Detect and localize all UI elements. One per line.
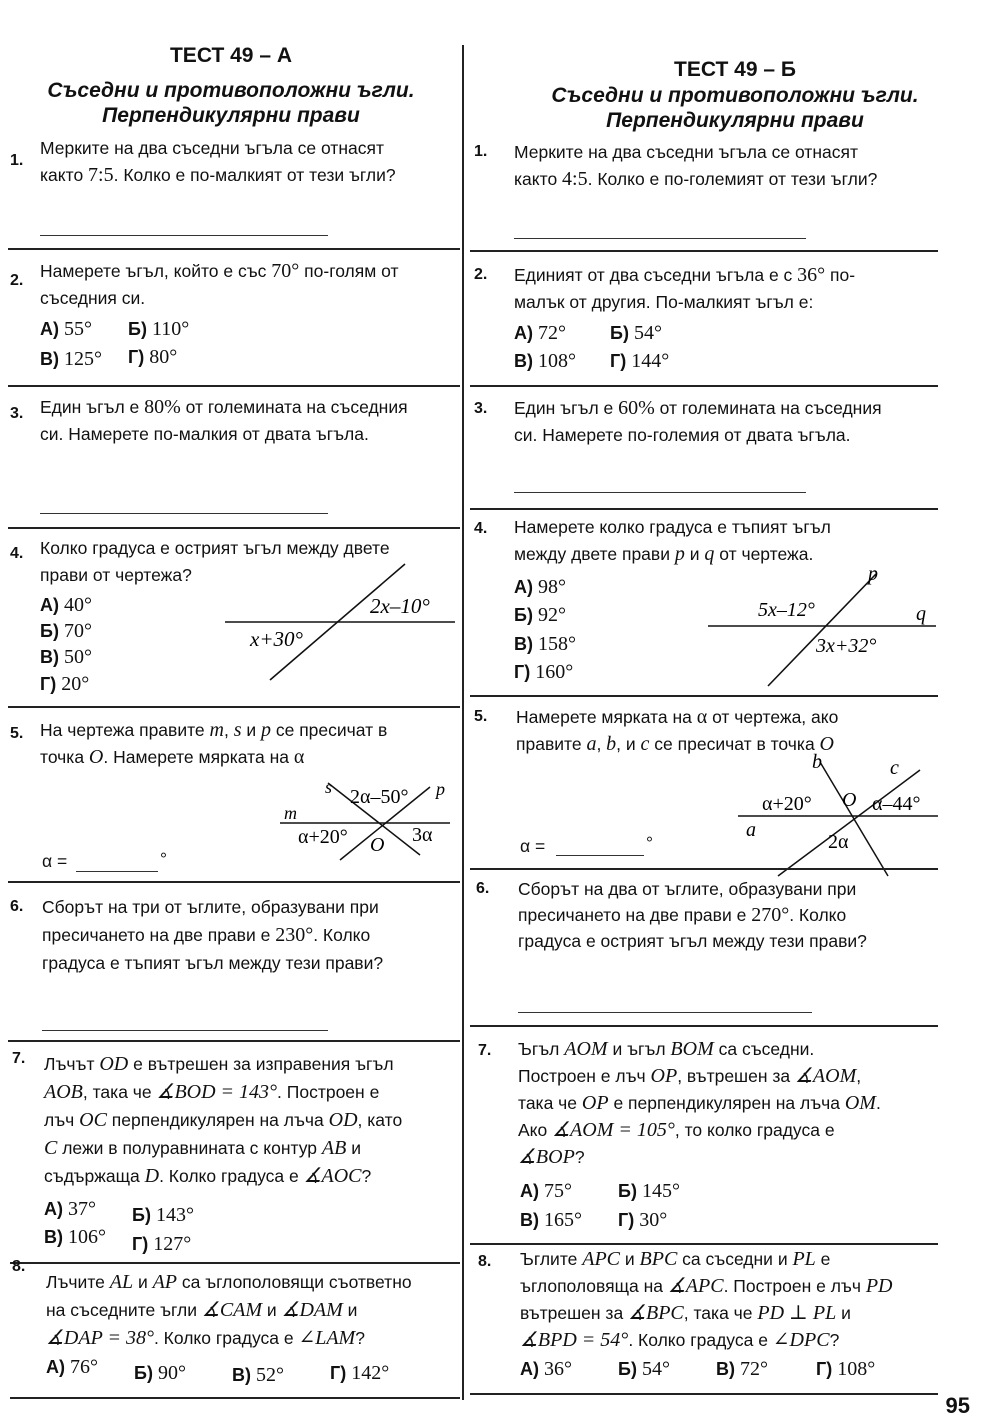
option-b[interactable]: Б) 70°	[40, 620, 92, 642]
label-o: O	[370, 834, 385, 856]
option-d[interactable]: Г) 144°	[610, 350, 670, 372]
option-a[interactable]: А) 98°	[514, 576, 567, 598]
option-a[interactable]: А) 75°	[520, 1180, 573, 1202]
label-a: a	[746, 819, 756, 841]
option-b[interactable]: Б) 145°	[618, 1180, 680, 1202]
option-c[interactable]: В) 125°	[40, 348, 103, 370]
divider	[470, 508, 938, 510]
question-text: Намерете ъгъл, който е със 70° по-голям от	[40, 260, 399, 282]
question-text: точка O. Намерете мярката на α	[40, 746, 305, 768]
label-c: c	[890, 757, 899, 779]
angle-label: 2α–50°	[350, 786, 409, 808]
question-number: 6.	[10, 898, 24, 915]
option-c[interactable]: В) 158°	[514, 633, 577, 655]
question-number: 8.	[478, 1253, 492, 1270]
test-a-subtitle-line2: Перпендикулярни прави	[102, 104, 360, 127]
question-b6	[518, 876, 988, 954]
option-b[interactable]: Б) 110°	[128, 318, 190, 340]
divider	[8, 248, 460, 250]
answer-label: α =	[42, 851, 68, 871]
question-text: На чертежа правите m, s и p се пресичат в	[40, 719, 388, 741]
question-number: 3.	[474, 400, 488, 417]
angle-figure-b4	[708, 560, 940, 690]
test-b-subtitle-line1: Съседни и противоположни ъгли.	[551, 84, 919, 107]
option-d[interactable]: Г) 80°	[128, 346, 178, 368]
test-b-subtitle-line2: Перпендикулярни прави	[606, 109, 864, 132]
question-number: 4.	[10, 545, 24, 562]
angle-figure-b5	[738, 752, 942, 880]
degree-sign: °	[646, 833, 653, 853]
question-text: както 7:5. Колко е по-малкият от тези ъгли?	[40, 164, 396, 186]
question-a3	[40, 394, 460, 448]
answer-line[interactable]	[76, 871, 158, 872]
question-text: Построен е лъч OP, вътрешен за ∡AOM,	[518, 1065, 862, 1087]
question-number: 7.	[478, 1042, 492, 1059]
question-number: 5.	[474, 708, 488, 725]
question-text: ∡DAP = 38°. Колко градуса е ∠LAM?	[46, 1327, 365, 1349]
option-a[interactable]: А) 40°	[40, 594, 93, 616]
question-text: Мерките на два съседни ъгъла се отнасят	[514, 142, 858, 162]
line-c	[778, 770, 920, 876]
angle-figure-a4	[225, 560, 460, 685]
question-text: така че OP е перпендикулярен на лъча OM.	[518, 1092, 881, 1114]
angle-label: α+20°	[298, 826, 348, 848]
question-text: Сборът на три от ъглите, образувани при	[42, 897, 379, 917]
option-c[interactable]: В) 108°	[514, 350, 577, 372]
question-text: както 4:5. Колко е по-големият от тези ъгли?	[514, 168, 878, 190]
angle-figure-a5	[280, 775, 460, 865]
question-text: пресичането на две прави е 270°. Колко	[518, 904, 847, 926]
answer-alpha	[520, 833, 545, 860]
divider	[8, 706, 460, 708]
question-b5	[516, 704, 986, 758]
line-p	[768, 574, 876, 686]
question-text: градуса е тъпият ъгъл между тези прави?	[42, 953, 384, 973]
question-text: вътрешен за ∡BPC, така че PD ⊥ PL и	[520, 1302, 851, 1324]
option-d[interactable]: Г) 142°	[330, 1362, 390, 1384]
label-p: p	[868, 563, 878, 585]
question-text: лъч OC перпендикулярен на лъча OD, като	[44, 1109, 403, 1131]
option-a[interactable]: А) 72°	[514, 322, 567, 344]
question-text: Ъгъл AOM и ъгъл BOM са съседни.	[518, 1038, 815, 1060]
question-text: ∡BPD = 54°. Колко градуса е ∠DPC?	[520, 1329, 840, 1351]
label-q: q	[916, 603, 926, 625]
option-b[interactable]: Б) 54°	[618, 1358, 670, 1380]
answer-line[interactable]	[42, 1030, 328, 1031]
angle-label: α+20°	[762, 793, 812, 815]
question-text: ∡BOP?	[518, 1146, 585, 1168]
question-a7	[44, 1050, 460, 1190]
option-b[interactable]: Б) 143°	[132, 1204, 194, 1226]
angle-label: 3α	[412, 824, 433, 846]
angle-label: 3x+32°	[816, 635, 877, 657]
question-a1	[40, 135, 460, 189]
question-number: 4.	[474, 520, 488, 537]
option-d[interactable]: Г) 20°	[40, 673, 90, 695]
option-c[interactable]: В) 165°	[520, 1209, 583, 1231]
option-b[interactable]: Б) 90°	[134, 1362, 186, 1384]
question-number: 5.	[10, 725, 24, 742]
answer-line[interactable]	[40, 235, 328, 236]
divider	[8, 881, 460, 883]
question-text: Намерете мярката на α от чертежа, ако	[516, 706, 839, 728]
question-text: градуса е острият ъгъл между тези прави?	[518, 931, 867, 951]
divider	[470, 1025, 938, 1027]
question-text: Лъчите AL и AP са ъглополовящи съответно	[46, 1271, 412, 1293]
question-number: 7.	[12, 1050, 26, 1067]
question-number: 8.	[12, 1258, 26, 1275]
question-text: Лъчът OD е вътрешен за изправения ъгъл	[44, 1053, 394, 1075]
question-text: на съседните ъгли ∡CAM и ∡DAM и	[46, 1299, 358, 1321]
option-b[interactable]: Б) 92°	[514, 604, 566, 626]
test-b-title: ТЕСТ 49 – Б	[674, 58, 796, 81]
question-text: Намерете колко градуса е тъпият ъгъл	[514, 517, 831, 537]
option-d[interactable]: Г) 108°	[816, 1358, 876, 1380]
question-text: си. Намерете по-малкия от двата ъгъла.	[40, 424, 369, 444]
column-divider	[462, 45, 464, 1400]
question-text: малък от другия. По-малкият ъгъл е:	[514, 292, 814, 312]
question-number: 1.	[10, 152, 24, 169]
question-number: 6.	[476, 880, 490, 897]
answer-alpha	[42, 848, 67, 875]
test-a-title: ТЕСТ 49 – А	[169, 44, 292, 67]
question-b2	[514, 262, 984, 316]
question-a6	[42, 893, 460, 977]
question-text: пресичането на две прави е 230°. Колко	[42, 924, 371, 946]
question-b8	[520, 1246, 942, 1354]
option-d[interactable]: Г) 127°	[132, 1233, 192, 1255]
divider	[470, 385, 938, 387]
answer-line[interactable]	[518, 1012, 812, 1013]
answer-line[interactable]	[556, 855, 644, 856]
degree-sign: °	[160, 849, 167, 869]
divider	[470, 1243, 938, 1245]
question-text: Сборът на два от ъглите, образувани при	[518, 879, 857, 899]
question-b3	[514, 395, 984, 449]
question-number: 1.	[474, 143, 488, 160]
question-text: Колко градуса е острият ъгъл между двете	[40, 538, 390, 558]
option-c[interactable]: В) 50°	[40, 646, 93, 668]
question-text: правите a, b, и c се пресичат в точка O	[516, 733, 834, 755]
angle-label: x+30°	[250, 627, 303, 651]
option-d[interactable]: Г) 30°	[618, 1209, 668, 1231]
answer-line[interactable]	[514, 238, 806, 239]
question-text: прави от чертежа?	[40, 565, 192, 585]
divider	[10, 1397, 460, 1399]
option-c[interactable]: В) 106°	[44, 1226, 107, 1248]
question-number: 2.	[10, 272, 24, 289]
question-text: между двете прави p и q от чертежа.	[514, 543, 814, 565]
option-b[interactable]: Б) 54°	[610, 322, 662, 344]
divider	[470, 1393, 938, 1395]
angle-label: 2α	[828, 831, 849, 853]
label-s: s	[325, 777, 333, 797]
divider	[10, 1262, 460, 1264]
question-text: ъглополовяща на ∡APC. Построен е лъч PD	[520, 1275, 893, 1297]
question-text: съседния си.	[40, 288, 146, 308]
option-c[interactable]: В) 72°	[716, 1358, 769, 1380]
option-a[interactable]: А) 36°	[520, 1358, 573, 1380]
option-c[interactable]: В) 52°	[232, 1364, 285, 1386]
question-text: Ъглите APC и BPC са съседни и PL е	[520, 1248, 831, 1270]
divider	[8, 385, 460, 387]
question-text: Мерките на два съседни ъгъла се отнасят	[40, 138, 384, 158]
question-a2	[40, 258, 460, 312]
answer-label: α =	[520, 836, 546, 856]
question-text: си. Намерете по-големия от двата ъгъла.	[514, 425, 851, 445]
option-d[interactable]: Г) 160°	[514, 661, 574, 683]
divider	[470, 695, 938, 697]
label-m: m	[284, 803, 297, 823]
divider	[470, 250, 938, 252]
divider	[8, 1040, 460, 1042]
answer-line[interactable]	[40, 513, 328, 514]
question-a5	[40, 717, 460, 771]
question-number: 2.	[474, 266, 488, 283]
question-text: Единият от два съседни ъгъла е с 36° по-	[514, 264, 856, 286]
option-a[interactable]: А) 55°	[40, 318, 93, 340]
question-number: 3.	[10, 405, 24, 422]
divider	[470, 868, 938, 870]
question-text: Един ъгъл е 60% от големината на съседния	[514, 397, 882, 419]
option-a[interactable]: А) 76°	[46, 1356, 99, 1378]
page-number: 95	[945, 1393, 970, 1418]
question-text: Ако ∡AOM = 105°, то колко градуса е	[518, 1119, 835, 1141]
question-a8	[46, 1268, 460, 1352]
question-b7	[518, 1036, 940, 1171]
question-text: съдържаща D. Колко градуса е ∡AOC?	[44, 1165, 372, 1187]
angle-label: 2x–10°	[370, 594, 430, 618]
label-p: p	[436, 779, 445, 799]
question-b1	[514, 139, 984, 193]
divider	[8, 527, 460, 529]
angle-label: α–44°	[872, 793, 921, 815]
answer-line[interactable]	[514, 492, 806, 493]
label-o: O	[842, 789, 857, 811]
test-a-subtitle-line1: Съседни и противоположни ъгли.	[47, 79, 415, 102]
label-b: b	[812, 752, 822, 773]
question-text: AOB, така че ∡BOD = 143°. Построен е	[44, 1081, 380, 1103]
angle-label: 5x–12°	[758, 599, 815, 621]
option-a[interactable]: А) 37°	[44, 1198, 97, 1220]
question-text: Един ъгъл е 80% от големината на съседния	[40, 396, 408, 418]
question-text: C лежи в полуравнината с контур AB и	[44, 1137, 361, 1159]
